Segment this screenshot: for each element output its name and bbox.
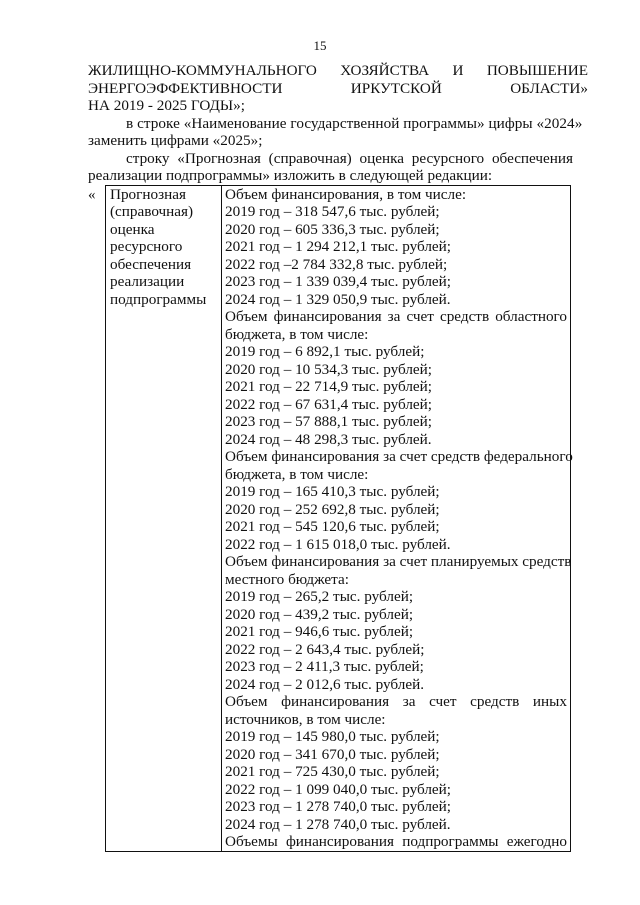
value-line: 2019 год – 145 980,0 тыс. рублей;	[225, 728, 440, 745]
value-line: 2019 год – 165 410,3 тыс. рублей;	[225, 483, 440, 500]
value-line: 2024 год – 2 012,6 тыс. рублей.	[225, 675, 425, 693]
value-line: источников, в том числе:	[225, 710, 386, 728]
heading-word: ПОВЫШЕНИЕ	[486, 62, 588, 79]
value-line: 2023 год – 2 411,3 тыс. рублей;	[225, 658, 424, 675]
value-line: 2024 год – 1 278 740,0 тыс. рублей.	[225, 815, 451, 833]
value-word: за	[402, 693, 416, 710]
value-word: ежегодно	[506, 833, 567, 850]
value-word: средств	[439, 308, 490, 325]
heading-word: ЖИЛИЩНО-КОММУНАЛЬНОГО	[88, 62, 317, 79]
label-line: реализации	[110, 273, 185, 290]
paragraph-2-line-2: реализации подпрограммы» изложить в следующей редакции:	[88, 167, 493, 184]
value-line: Объем финансирования, в том числе:	[225, 185, 467, 203]
value-line: 2020 год – 252 692,8 тыс. рублей;	[225, 500, 440, 518]
label-line: оценка	[110, 220, 155, 238]
value-line: 2021 год – 22 714,9 тыс. рублей;	[225, 378, 433, 395]
value-line: 2020 год – 605 336,3 тыс. рублей;	[225, 220, 440, 238]
value-word: иных	[532, 693, 567, 710]
value-line: 2021 год – 1 294 212,1 тыс. рублей;	[225, 238, 452, 255]
value-line: 2019 год – 6 892,1 тыс. рублей;	[225, 343, 425, 360]
table-row	[106, 185, 571, 851]
heading-line-2	[88, 80, 588, 98]
value-line: 2021 год – 725 430,0 тыс. рублей;	[225, 763, 440, 780]
value-word: финансирования	[281, 693, 390, 710]
label-line: Прогнозная	[110, 185, 186, 203]
value-line: 2024 год – 1 329 050,9 тыс. рублей.	[225, 290, 451, 308]
heading-line-1	[88, 62, 588, 80]
value-line	[225, 693, 567, 711]
value-line: Объем финансирования за счет планируемых средств	[225, 553, 572, 570]
label-line: обеспечения	[110, 255, 192, 273]
value-word: подпрограммы	[402, 833, 499, 850]
value-line: 2022 год – 67 631,4 тыс. рублей;	[225, 395, 433, 413]
value-line: 2024 год – 48 298,3 тыс. рублей.	[225, 430, 432, 448]
value-line: бюджета, в том числе:	[225, 465, 369, 483]
value-line: 2020 год – 439,2 тыс. рублей;	[225, 605, 414, 623]
label-line: (справочная)	[110, 203, 194, 220]
value-word: финансирования	[285, 833, 394, 850]
value-line: 2023 год – 57 888,1 тыс. рублей;	[225, 413, 433, 430]
paragraph-1-line-1: в строке «Наименование государственной программы» цифры «2024»	[126, 114, 583, 132]
document-body	[88, 62, 588, 852]
paragraph-1-line-2: заменить цифрами «2025»;	[88, 132, 263, 149]
value-line: 2020 год – 10 534,3 тыс. рублей;	[225, 360, 433, 378]
heading-word: И	[452, 62, 464, 79]
value-line: 2022 год –2 784 332,8 тыс. рублей;	[225, 255, 448, 273]
value-line: 2022 год – 1 615 018,0 тыс. рублей.	[225, 535, 451, 553]
value-line: 2023 год – 1 278 740,0 тыс. рублей;	[225, 798, 452, 815]
value-word: Объем	[225, 308, 268, 325]
value-line: 2021 год – 946,6 тыс. рублей;	[225, 623, 414, 640]
value-word: финансирования	[273, 308, 382, 325]
heading-word: ОБЛАСТИ»	[510, 79, 588, 97]
page-number: 15	[313, 38, 327, 53]
row-value-cell	[222, 185, 571, 851]
value-word: за	[387, 308, 401, 325]
value-line: 2022 год – 2 643,4 тыс. рублей;	[225, 640, 425, 658]
heading-word: ХОЗЯЙСТВА	[340, 62, 430, 79]
heading-word: ИРКУТСКОЙ	[350, 79, 442, 97]
value-line: 2020 год – 341 670,0 тыс. рублей;	[225, 745, 440, 763]
value-line: 2019 год – 318 547,6 тыс. рублей;	[225, 203, 440, 220]
row-label-cell	[106, 185, 222, 851]
label-line: ресурсного	[110, 238, 183, 255]
value-line: 2021 год – 545 120,6 тыс. рублей;	[225, 518, 440, 535]
paragraph-2-line-1: строку «Прогнозная (справочная) оценка ресурсного обеспечения	[126, 149, 574, 167]
value-word: счет	[429, 693, 457, 710]
label-line: подпрограммы	[110, 290, 207, 308]
value-line: Объем финансирования за счет средств федерального	[225, 448, 573, 465]
value-line: 2022 год – 1 099 040,0 тыс. рублей;	[225, 780, 452, 798]
resource-table-block	[88, 185, 588, 852]
value-line: 2019 год – 265,2 тыс. рублей;	[225, 588, 414, 605]
heading-word: ЭНЕРГОЭФФЕКТИВНОСТИ	[88, 79, 283, 97]
value-word: Объем	[225, 693, 268, 710]
value-line	[225, 833, 567, 851]
heading-line-3: НА 2019 - 2025 ГОДЫ»;	[88, 97, 245, 114]
value-line: бюджета, в том числе:	[225, 325, 369, 343]
value-word: Объемы	[225, 833, 278, 850]
value-line: 2023 год – 1 339 039,4 тыс. рублей;	[225, 273, 452, 290]
resource-table	[105, 185, 571, 852]
value-line	[225, 308, 567, 326]
value-word: областного	[495, 308, 567, 325]
value-line: местного бюджета:	[225, 570, 349, 588]
value-word: средств	[470, 693, 520, 710]
value-word: счет	[406, 308, 434, 325]
open-quote: «	[88, 186, 96, 203]
